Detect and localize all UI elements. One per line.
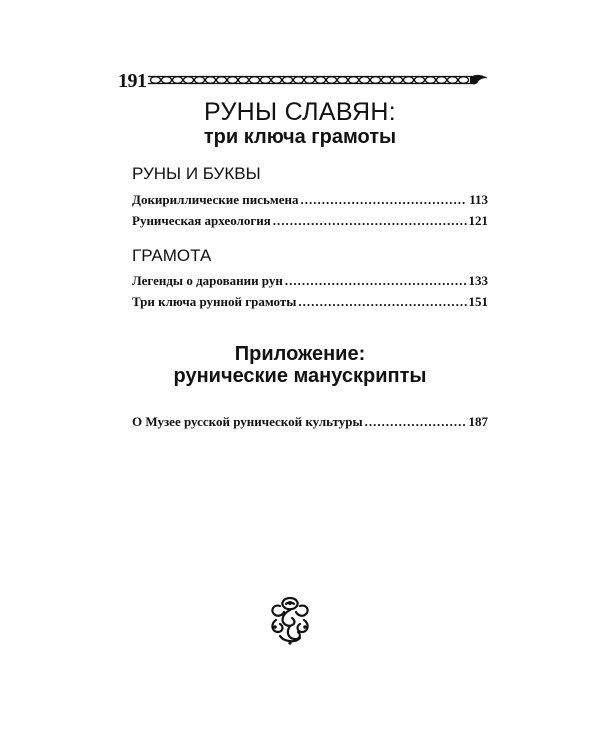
toc-entry-label: Руническая археология [132, 213, 271, 228]
section-heading-runes-and-letters: РУНЫ И БУКВЫ [132, 164, 261, 183]
toc-entry[interactable] [132, 414, 488, 430]
toc-entry-page: 133 [468, 273, 488, 288]
toc-entry-page: 187 [468, 414, 488, 429]
toc-entry[interactable] [132, 213, 488, 229]
toc-entry-label: Три ключа рунной грамоты [132, 294, 297, 309]
toc-entry-label: Легенды о даровании рун [132, 273, 283, 288]
dot-leader [298, 294, 466, 310]
toc-entry-label: Докириллические письмена [132, 192, 299, 207]
appendix-subtitle: рунические манускрипты [173, 365, 427, 387]
book-subtitle: три ключа грамоты [203, 126, 397, 148]
appendix-title: Приложение: [234, 343, 366, 365]
dot-leader [301, 192, 468, 208]
floral-vignette-icon [266, 594, 314, 646]
dot-leader [365, 414, 467, 430]
dot-leader [285, 273, 467, 289]
toc-entry-page: 121 [468, 213, 488, 228]
toc-entry[interactable] [132, 192, 488, 208]
book-title: РУНЫ СЛАВЯН: [204, 98, 396, 126]
braided-ornament-icon [148, 73, 488, 87]
toc-entry-page: 113 [469, 192, 488, 207]
toc-entry[interactable] [132, 273, 488, 289]
page-number: 191 [118, 70, 147, 92]
section-heading-gramota: ГРАМОТА [132, 246, 212, 265]
toc-entry[interactable] [132, 294, 488, 310]
toc-entry-page: 151 [468, 294, 488, 309]
toc-entry-label: О Музее русской рунической культуры [132, 414, 363, 429]
dot-leader [273, 213, 467, 229]
